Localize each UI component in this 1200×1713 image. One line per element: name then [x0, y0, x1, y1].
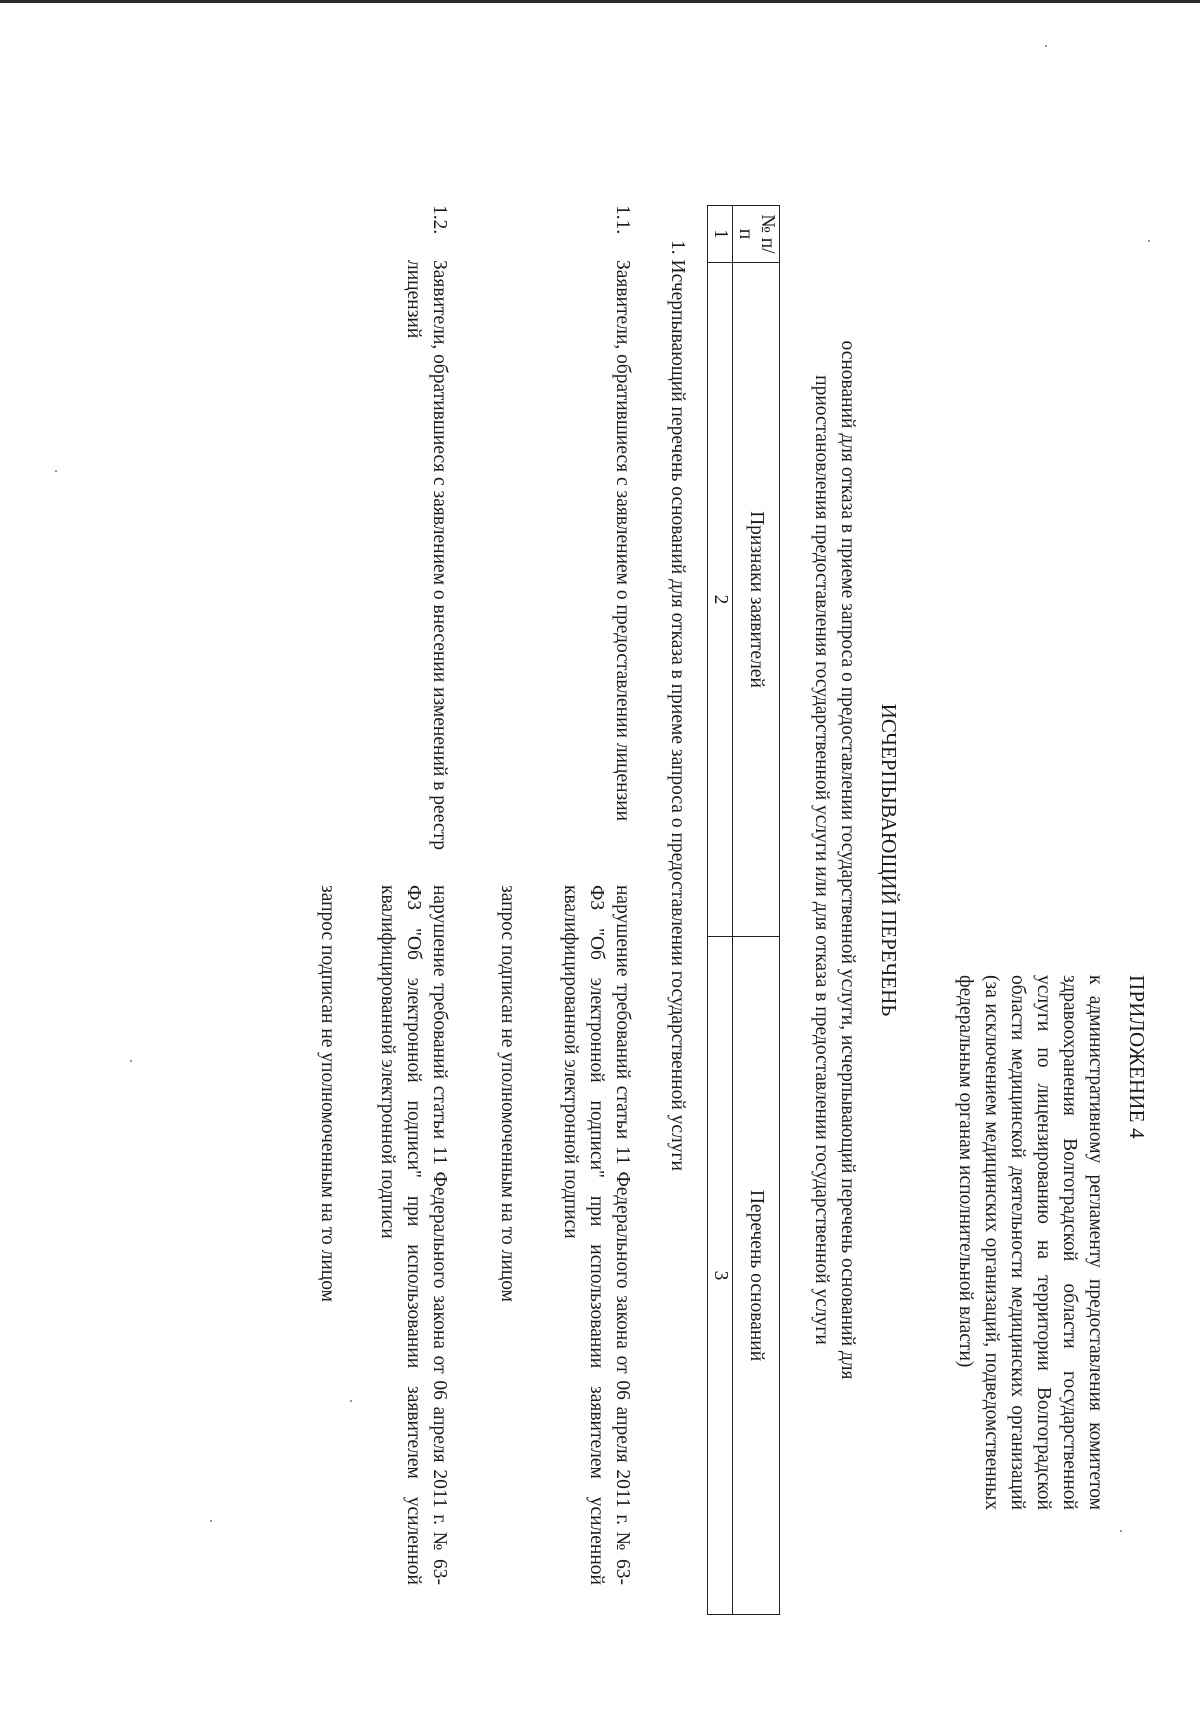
- scan-speck: [1120, 1530, 1122, 1532]
- column-numbers-row: [708, 206, 733, 1615]
- row-sign: Заявители, обратившиеся с заявлением о внесении изменений в реестр лицензий: [403, 260, 450, 850]
- column-number-1: 1: [708, 206, 733, 263]
- header-signs: Признаки заявителей: [733, 263, 780, 937]
- document-title: ИСЧЕРПЫВАЮЩИЙ ПЕРЕЧЕНЬ: [877, 703, 901, 1017]
- row-basis-second: запрос подписан не уполномоченным на то лицом: [497, 885, 518, 1302]
- column-number-3: 3: [708, 937, 733, 1615]
- document-subtitle: оснований для отказа в приеме запроса о предоставлении государственной услуги, исчерпывающий перечень оснований для приостановления предоставления государственной услуги или для отказа в предоставлении государственной услуги: [811, 340, 858, 1380]
- column-number-2: 2: [708, 263, 733, 937]
- appendix-text: к административному регламенту предоставления комитетом здравоохранения Волгоградской области государственной услуги по лицензированию на территории Волгоградской области медицинской деятельности медицинских организаций (за исключением медицинских организаций, подведомственных федеральным органам исполнительной власти): [955, 975, 1106, 1510]
- scan-edge: [0, 0, 1200, 3]
- row-number: 1.1.: [612, 205, 633, 235]
- scan-speck: [130, 1060, 132, 1062]
- row-basis-second: запрос подписан не уполномоченным на то лицом: [317, 885, 338, 1302]
- document-page: [100, 100, 1160, 1620]
- header-number: № п/п: [733, 206, 780, 263]
- row-sign: Заявители, обратившиеся с заявлением о предоставлении лицензии: [612, 260, 633, 822]
- table-header: [707, 205, 780, 1615]
- row-number: 1.2.: [429, 205, 450, 235]
- scan-speck: [1148, 240, 1150, 242]
- scan-speck: [350, 1400, 352, 1402]
- row-basis: нарушение требований статьи 11 Федерального закона от 06 апреля 2011 г. № 63-ФЗ "Об электронной подписи" при использовании заявителем усиленной квалифицированной электронной подписи: [377, 885, 450, 1585]
- header-row: [733, 206, 780, 1615]
- scan-speck: [210, 1520, 212, 1522]
- appendix-title: ПРИЛОЖЕНИЕ 4: [1125, 975, 1149, 1139]
- scan-speck: [1045, 45, 1047, 47]
- scan-speck: [55, 470, 57, 472]
- row-basis: нарушение требований статьи 11 Федерального закона от 06 апреля 2011 г. № 63-ФЗ "Об электронной подписи" при использовании заявителем усиленной квалифицированной электронной подписи: [560, 885, 633, 1585]
- section-title: 1. Исчерпывающий перечень оснований для отказа в приеме запроса о предоставлении государственной услуги: [667, 240, 688, 1171]
- header-grounds: Перечень оснований: [733, 937, 780, 1615]
